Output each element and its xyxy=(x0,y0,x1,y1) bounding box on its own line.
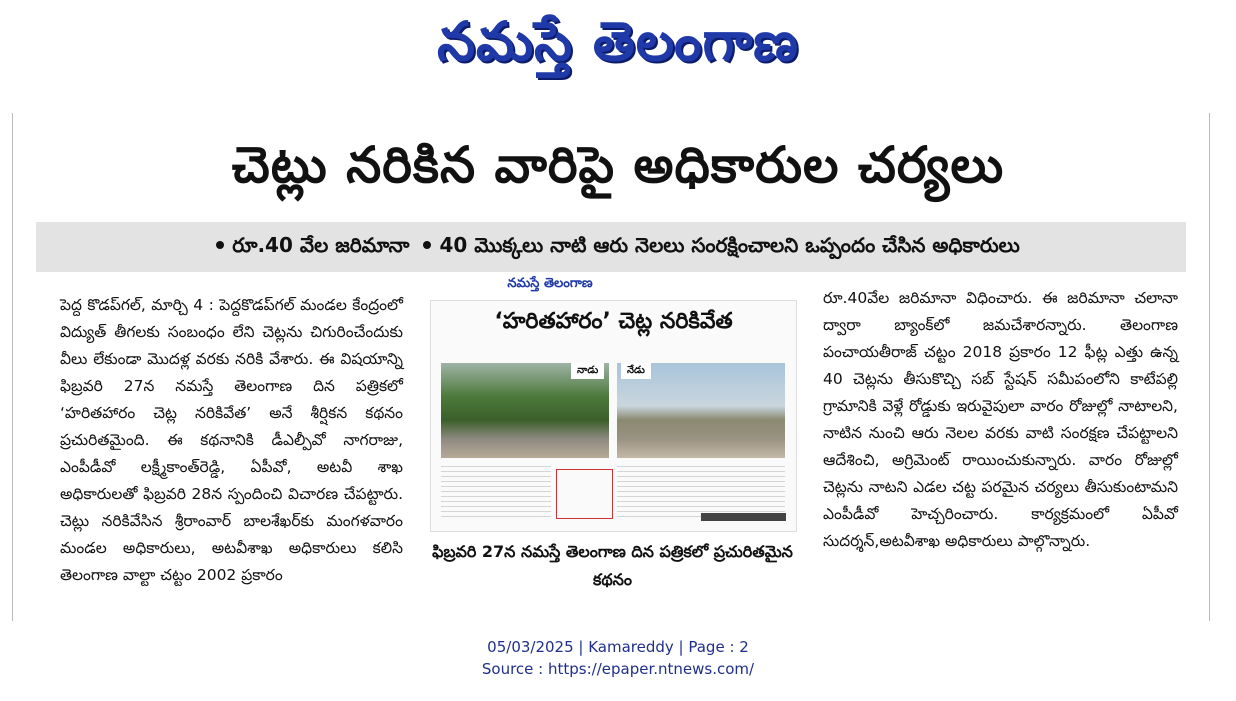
clipping-highlight-box xyxy=(556,469,613,519)
subheadline-bar xyxy=(36,222,1186,272)
footer-date-edition: 05/03/2025 | Kamareddy | Page : 2 xyxy=(487,638,749,656)
subheadline-point-2: 40 మొక్కలు నాటి ఆరు నెలలు సంరక్షించాలని ఒప్పందం చేసిన అధికారులు xyxy=(439,232,1020,257)
subheadline-point-1: రూ.40 వేల జరిమానా xyxy=(232,232,410,257)
clipping-title: ‘హరితహారం’ చెట్ల నరికివేత xyxy=(494,309,733,334)
photo-tag-after: నేడు xyxy=(621,363,651,379)
footer-source-link[interactable]: Source : https://epaper.ntnews.com/ xyxy=(481,660,755,678)
bullet-icon xyxy=(216,241,224,249)
bullet-icon xyxy=(423,241,431,249)
clipping-caption: ఫిబ్రవరి 27న నమస్తే తెలంగాణ దిన పత్రికలో ప్రచురితమైన కథనం xyxy=(432,542,793,589)
page-footer xyxy=(0,636,1236,680)
masthead-logo: నమస్తే తెలంగాణ xyxy=(437,10,799,73)
article-column-right: రూ.40వేల జరిమానా విధించారు. ఈ జరిమానా చలానా ద్వారా బ్యాంక్‌లో జమచేశారన్నారు. తెలంగాణ పంచాయతీరాజ్ చట్టం 2018 ప్రకారం 12 ఫీట్ల ఎత్తు ఉన్న 40 చెట్లను తీసుకొచ్చి సబ్ స్టేషన్ సమీపంలోని కాటేపల్లి గ్రామానికి వెళ్లే రోడ్డుకు ఇరువైపులా వారం రోజుల్లో నాటాలని, నాటిన నుంచి ఆరు నెలల వరకు వాటి సంరక్షణ చేపట్టాలని ఆదేశించి, అగ్రిమెంట్ రాయించుకున్నారు. వారం రోజుల్లో చెట్లను నాటని ఎడల చట్ట పరమైన చర్యలు తీసుకుంటామని ఎంపీడీవో హెచ్చరించారు. కార్యక్రమంలో ఏపీవో సుదర్శన్,అటవీశాఖ అధికారులు పాల్గొన్నారు. xyxy=(823,289,1178,550)
photo-tag-before: నాడు xyxy=(571,363,604,379)
byline: నమస్తే తెలంగాణ xyxy=(507,276,593,291)
article-headline: చెట్లు నరికిన వారిపై అధికారుల చర్యలు xyxy=(231,136,1005,194)
earlier-article-clipping xyxy=(430,300,797,532)
article-column-left: పెద్ద కొడప్‌గల్, మార్చి 4 : పెద్దకొడప్‌గల్ మండల కేంద్రంలో విద్యుత్ తీగలకు సంబంధం లేని చెట్లను చిగురించేందుకు వీలు లేకుండా మొదళ్ల వరకు నరికి వేశారు. ఈ విషయాన్ని ఫిబ్రవరి 27న నమస్తే తెలంగాణ దిన పత్రికలో ‘హరితహారం చెట్ల నరికివేత’ అనే శీర్షికన కథనం ప్రచురితమైంది. ఈ కథనానికి డీఎల్పీవో నాగరాజు, ఎంపీడీవో లక్ష్మీకాంత్‌రెడ్డి, ఏపీవో, అటవీ శాఖ అధికారులతో ఫిబ్రవరి 28న స్పందించి విచారణ చేపట్టారు. చెట్లు నరికివేసిన శ్రీరాంవార్ బాలశేఖర్‌కు మంగళవారం మండల అధికారులు, అటవీశాఖ అధికారులు కలిసి తెలంగాణ వాల్టా చట్టం 2002 ప్రకారం xyxy=(60,296,403,584)
clipping-body-text xyxy=(441,466,551,521)
clipping-footer-strip xyxy=(701,513,786,521)
